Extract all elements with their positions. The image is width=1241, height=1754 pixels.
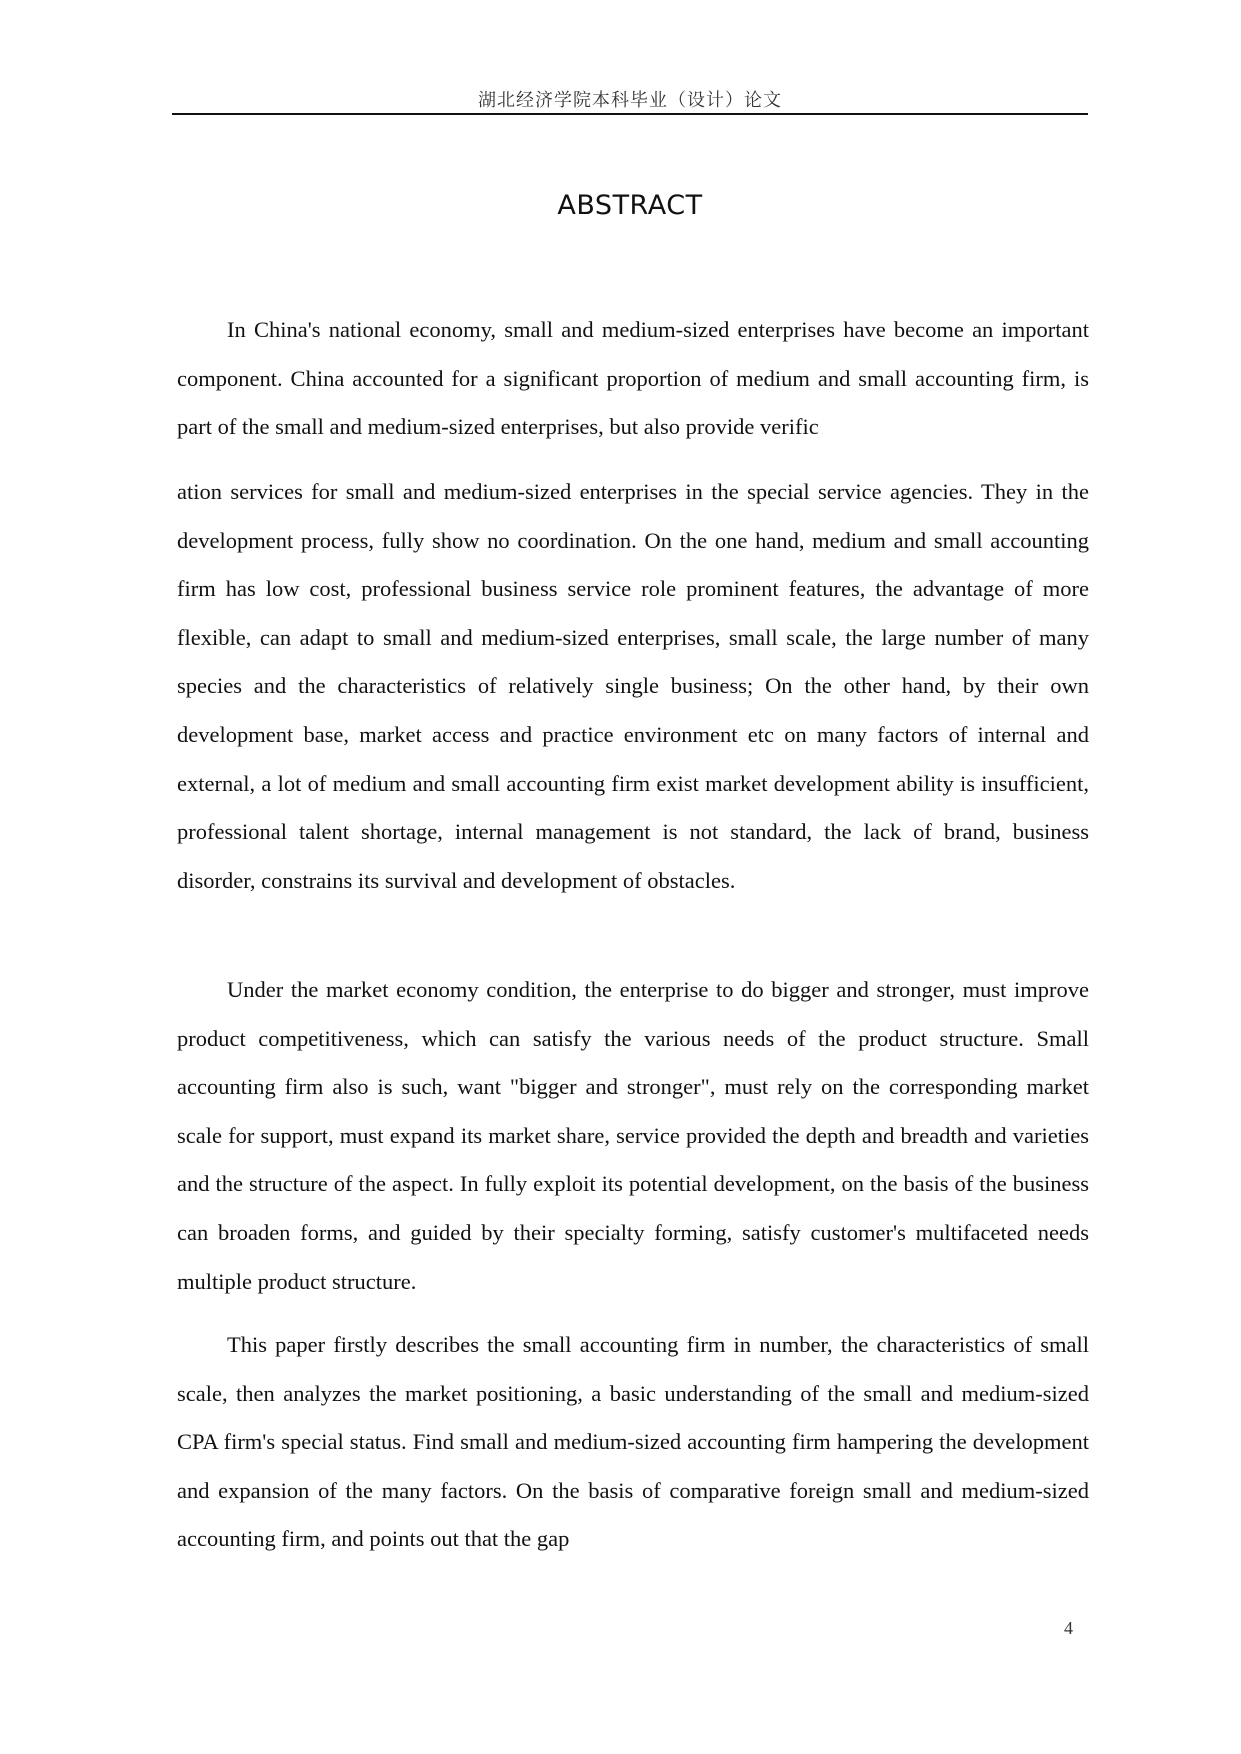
abstract-paragraph-2: ation services for small and medium-sized enterprises in the special service agencies. They in the development process, fully show no coordination. On the one hand, medium and small accounting firm has low cost, professional business service role prominent features, the advantage of more flexible, can adapt to small and medium-sized enterprises, small scale, the large number of many species and the characteristics of relatively single business; On the other hand, by their own development base, market access and practice environment etc on many factors of internal and external, a lot of medium and small accounting firm exist market development ability is insufficient, professional talent shortage, internal management is not standard, the lack of brand, business disorder, constrains its survival and development of obstacles.: [177, 479, 1089, 893]
page-number: 4: [1064, 1618, 1073, 1638]
abstract-paragraph-1: In China's national economy, small and medium-sized enterprises have become an important component. China accounted for a significant proportion of medium and small accounting firm, is part of the small and medium-sized enterprises, but also provide verific: [177, 317, 1089, 440]
header-divider: [172, 113, 1088, 115]
abstract-paragraph-4: This paper firstly describes the small accounting firm in number, the characteristics of small scale, then analyzes the market positioning, a basic understanding of the small and medium-sized CPA firm's special status. Find small and medium-sized accounting firm hampering the development and expansion of the many factors. On the basis of comparative foreign small and medium-sized accounting firm, and points out that the gap: [177, 1332, 1089, 1552]
page-title: ABSTRACT: [557, 190, 703, 221]
running-header: 湖北经济学院本科毕业（设计）论文: [478, 90, 782, 111]
abstract-paragraph-3: Under the market economy condition, the enterprise to do bigger and stronger, must improve product competitiveness, which can satisfy the various needs of the product structure. Small accounting firm also is such, want "bigger and stronger", must rely on the corresponding market scale for support, must expand its market share, service provided the depth and breadth and varieties and the structure of the aspect. In fully exploit its potential development, on the basis of the business can broaden forms, and guided by their specialty forming, satisfy customer's multifaceted needs multiple product structure.: [177, 977, 1089, 1294]
